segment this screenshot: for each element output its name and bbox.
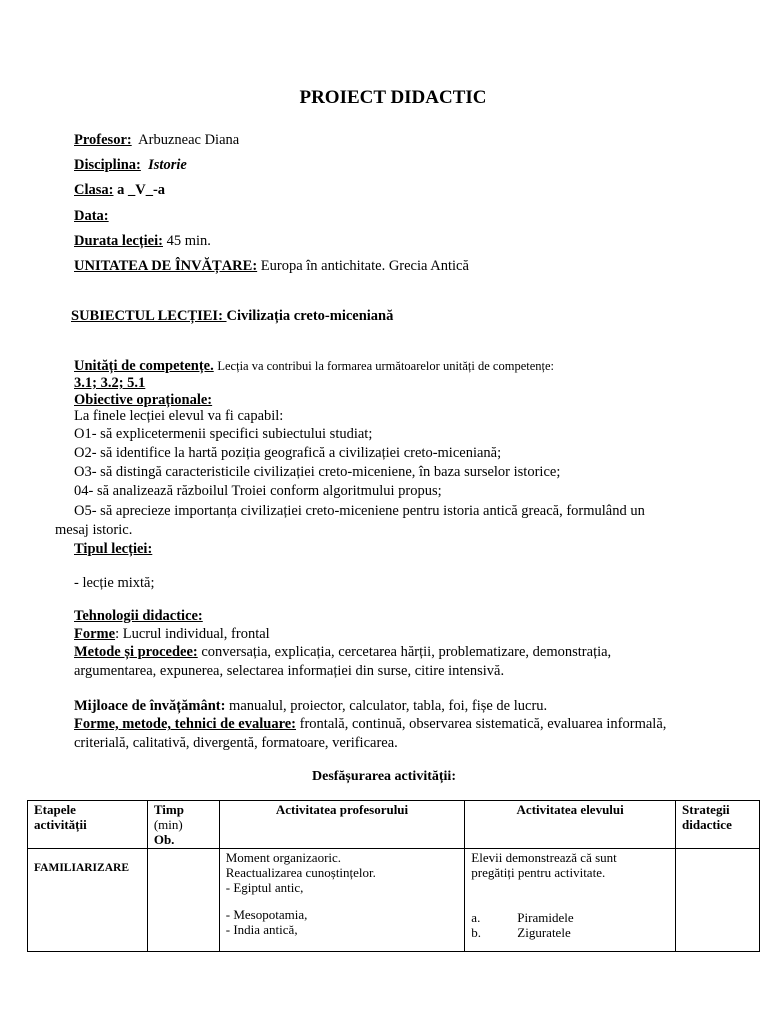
header-timp-line1: Timp [153, 802, 184, 817]
list-item-text: Piramidele [517, 910, 574, 925]
profesor-item: Reactualizarea cunoștințelor. [225, 865, 376, 880]
obiectiv-o3: O3- să distingă caracteristicile civilizației creto-miceniene, în baza surselor istorice; [74, 464, 561, 480]
unitati-line [74, 357, 554, 375]
subiect-line [71, 307, 393, 325]
evaluare-line [74, 715, 666, 733]
profesor-label: Profesor: [74, 132, 132, 148]
forme-line [74, 625, 270, 643]
document-title: PROIECT DIDACTIC [299, 87, 487, 108]
profesor-item: Moment organizaoric. [225, 850, 342, 865]
mijloace-line [74, 697, 547, 715]
subiect-value: Civilizația creto-miceniană [226, 308, 394, 324]
clasa-line [74, 181, 165, 199]
profesor-item: - Mesopotamia, [225, 907, 308, 922]
unitatea-value: Europa în antichitate. Grecia Antică [260, 258, 469, 274]
evaluare-value-1: frontală, continuă, observarea sistematică, evaluarea informală, [296, 716, 667, 732]
list-item-marker: b. [471, 925, 482, 940]
obiectiv-o5-continuation: mesaj istoric. [55, 522, 133, 538]
profesor-line [74, 131, 239, 149]
header-profesor: Activitatea profesorului [219, 801, 465, 849]
list-item-text: Ziguratele [517, 925, 571, 940]
header-timp [147, 801, 219, 849]
tipul-label: Tipul lecției: [74, 541, 153, 557]
header-strategii-line1: Strategii [682, 802, 730, 817]
row-elev [465, 849, 676, 952]
unitati-label: Unități de competențe. [74, 358, 214, 374]
table-row [28, 849, 760, 952]
data-line [74, 207, 109, 225]
forme-value: : Lucrul individual, frontal [115, 626, 270, 642]
activity-title: Desfășurarea activității: [312, 769, 456, 784]
clasa-label: Clasa: [74, 182, 114, 198]
mijloace-value: manualul, proiector, calculator, tabla, foi, fișe de lucru. [225, 698, 548, 714]
obiective-label: Obiective opraționale: [74, 392, 213, 408]
header-timp-line2: (min) [153, 817, 183, 832]
durata-label: Durata lecției: [74, 233, 163, 249]
list-item [471, 910, 669, 925]
header-strategii-line2: didactice [682, 817, 732, 832]
disciplina-label: Disciplina: [74, 157, 141, 173]
activity-table [27, 800, 760, 952]
obiectiv-o2: O2- să identifice la hartă poziția geografică a civilizației creto-miceniană; [74, 445, 502, 461]
obiective-intro: La finele lecției elevul va fi capabil: [74, 408, 284, 424]
elev-text: pregătiți pentru activitate. [471, 865, 606, 880]
unitatea-line [74, 257, 469, 275]
elev-text: Elevii demonstrează că sunt [471, 850, 617, 865]
header-etapa [28, 801, 148, 849]
obiectiv-o1: O1- să explicetermenii specifici subiectului studiat; [74, 426, 373, 442]
tipul-value: - lecție mixtă; [74, 575, 155, 591]
list-item [471, 925, 669, 940]
unitatea-label: UNITATEA DE ÎNVĂȚARE: [74, 258, 258, 274]
subiect-label: SUBIECTUL LECȚIEI: [71, 308, 227, 324]
disciplina-value: Istorie [148, 157, 187, 173]
metode-value-2: argumentarea, expunerea, selectarea informației din surse, citire intensivă. [74, 663, 505, 679]
data-label: Data: [74, 208, 109, 224]
profesor-item: - Egiptul antic, [225, 880, 304, 895]
row-strategii [676, 849, 760, 952]
evaluare-label: Forme, metode, tehnici de evaluare: [74, 716, 297, 732]
disciplina-line [74, 156, 187, 174]
row-timp [147, 849, 219, 952]
mijloace-label: Mijloace de învățământ: [74, 698, 226, 714]
metode-label: Metode și procedee: [74, 644, 198, 660]
table-header-row [28, 801, 760, 849]
competente-list: 3.1; 3.2; 5.1 [74, 375, 146, 391]
profesor-value: Arbuzneac Diana [138, 132, 240, 148]
profesor-item: - India antică, [225, 922, 298, 937]
durata-value: 45 min. [166, 233, 211, 249]
obiectiv-o5: O5- să aprecieze importanța civilizației creto-miceniene pentru istoria antică greacă, formulând un [74, 503, 645, 519]
header-strategii [676, 801, 760, 849]
metode-value-1: conversația, explicația, cercetarea hărții, problematizare, demonstrația, [197, 644, 612, 660]
metode-line [74, 643, 611, 661]
durata-line [74, 232, 211, 250]
unitati-value: Lecția va contribui la formarea următoarelor unități de competențe: [217, 359, 555, 373]
forme-label: Forme [74, 626, 116, 642]
tehnologii-label: Tehnologii didactice: [74, 608, 203, 624]
clasa-value: a _V_-a [117, 182, 166, 198]
obiectiv-o4: 04- să analizează războilul Troiei conform algoritmului propus; [74, 483, 442, 499]
header-elev: Activitatea elevului [465, 801, 676, 849]
header-etapa-line2: activității [34, 817, 87, 832]
list-item-marker: a. [471, 910, 481, 925]
row-profesor [219, 849, 465, 952]
header-timp-line3: Ob. [153, 832, 175, 847]
row-etapa: FAMILIARIZARE [28, 849, 148, 952]
header-etapa-line1: Etapele [34, 802, 76, 817]
evaluare-value-2: criterială, calitativă, divergentă, formatoare, verificarea. [74, 735, 398, 751]
